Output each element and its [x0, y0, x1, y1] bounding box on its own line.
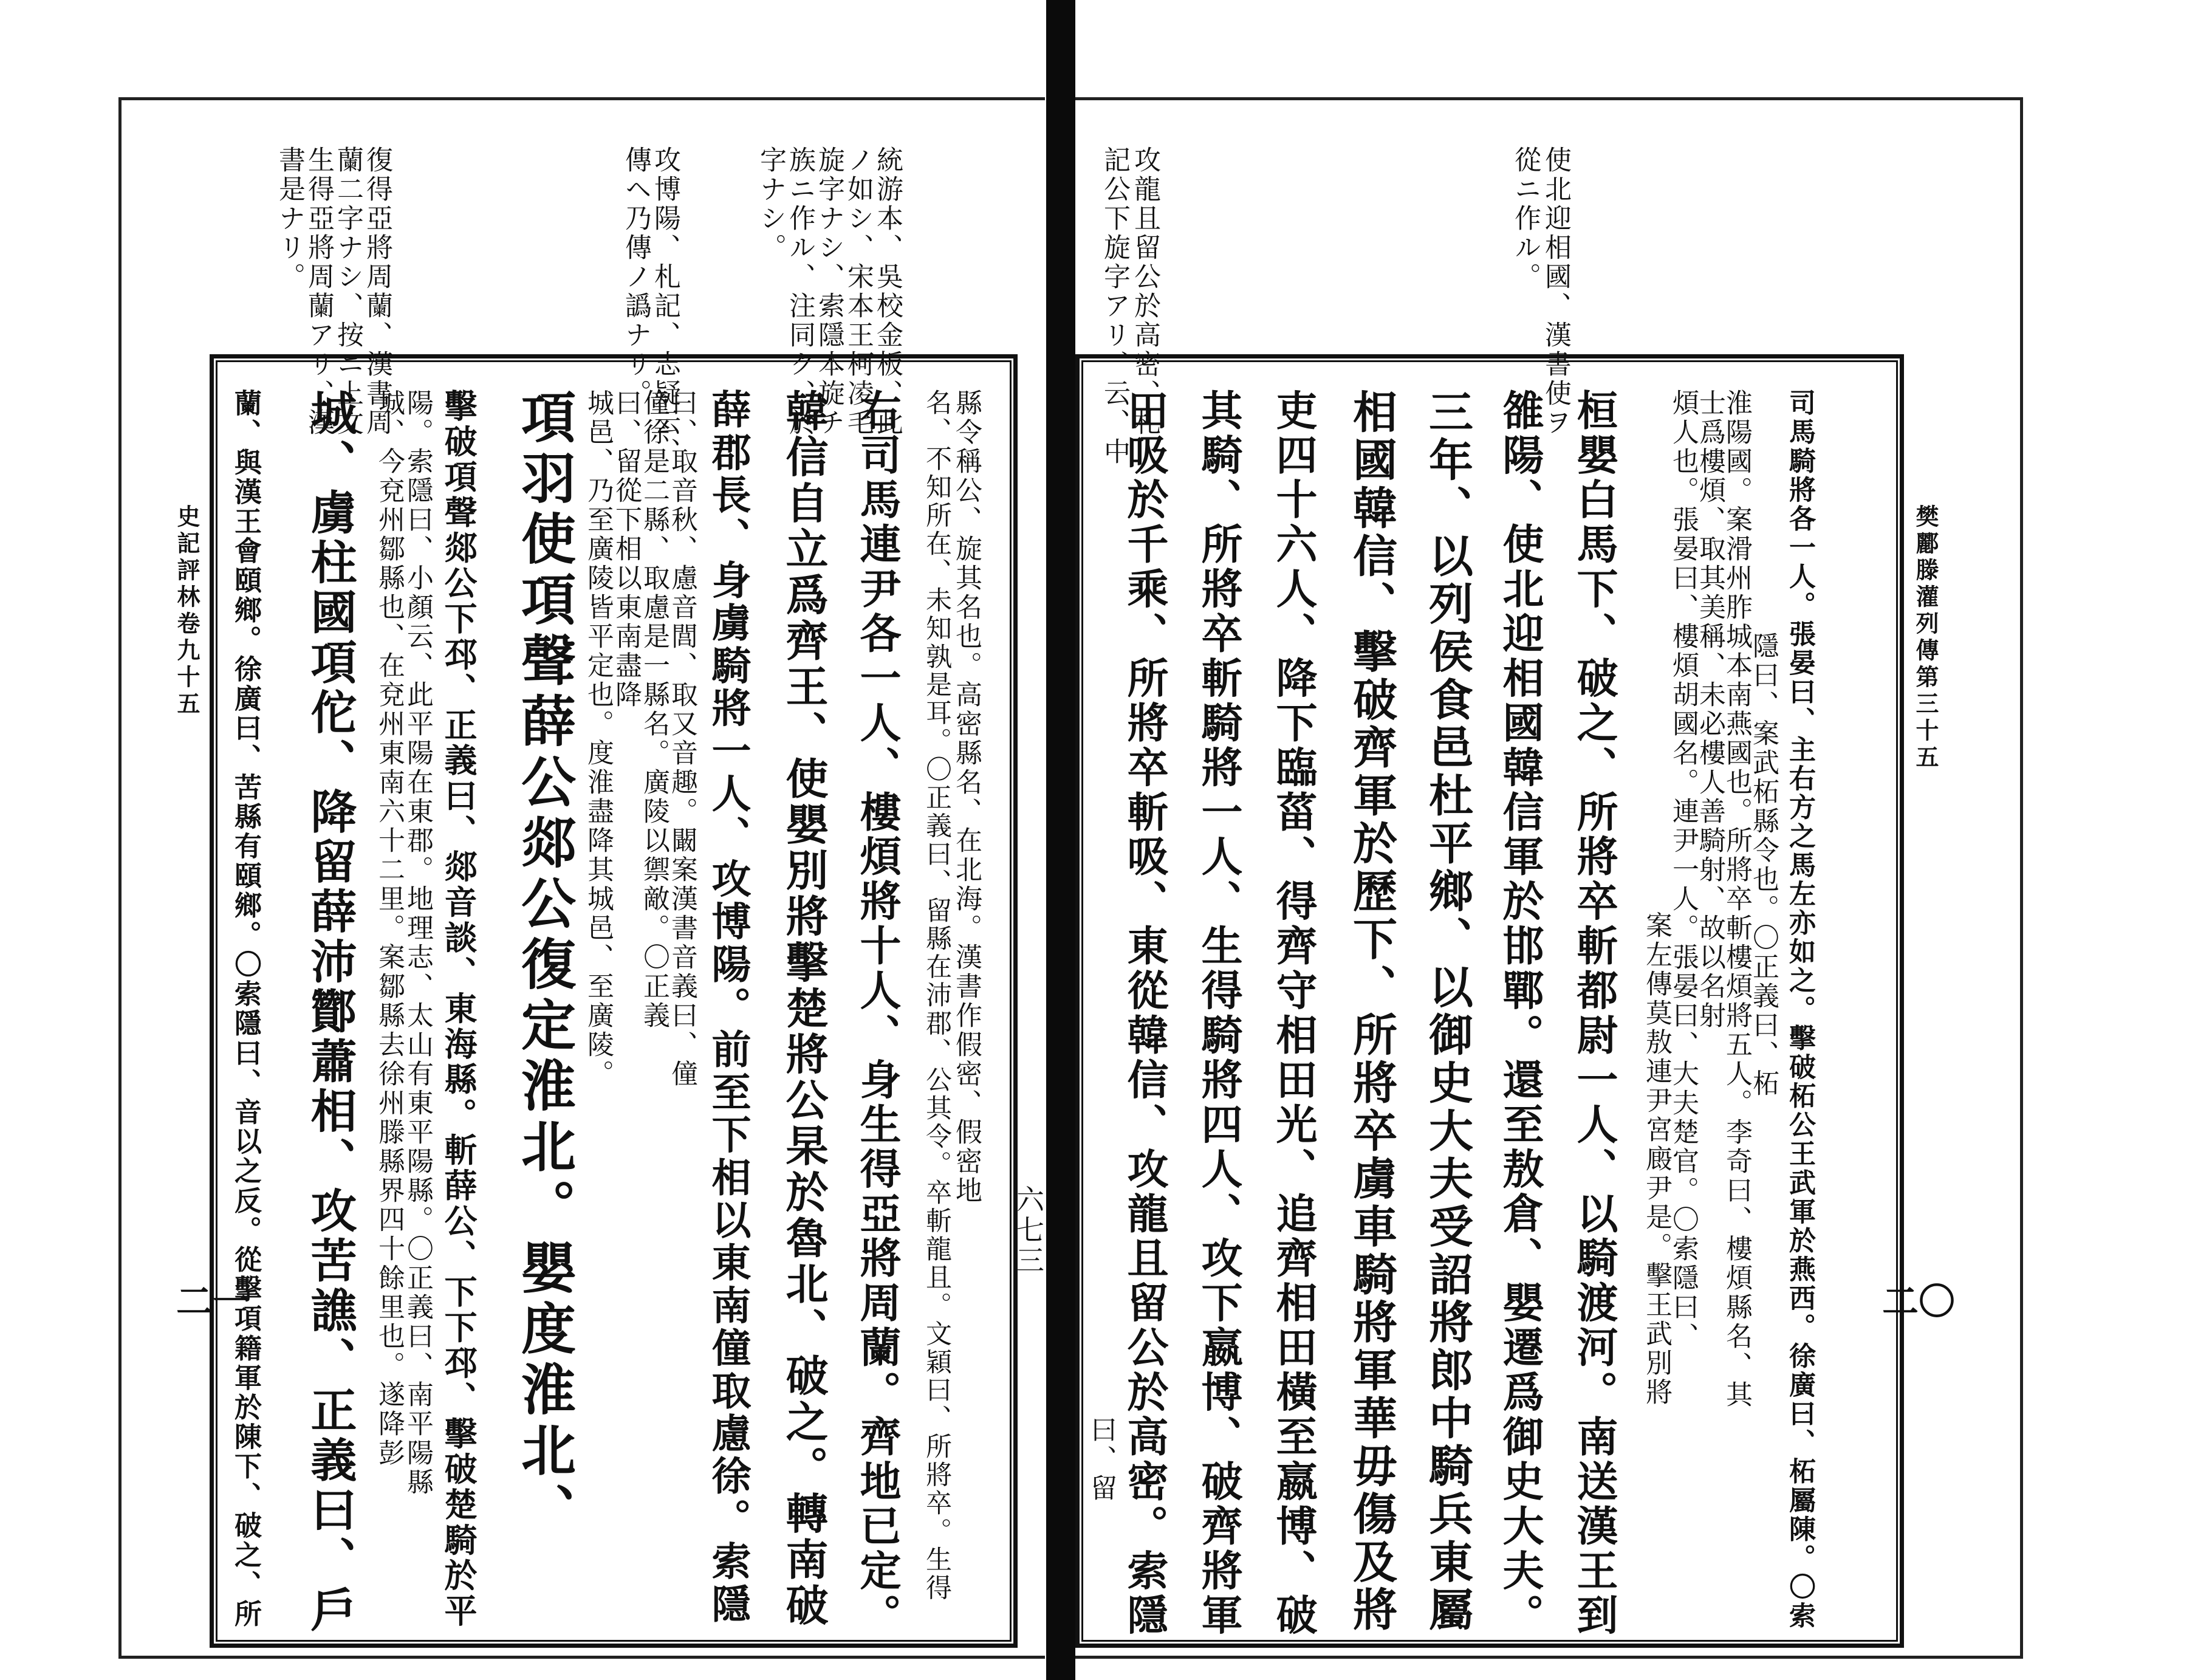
- right-page-number: 二〇: [1882, 1281, 1955, 1323]
- text-column: 桓嬰白馬下、破之、所將卒斬都尉一人、以騎渡河。南送漢王到: [1570, 389, 1618, 1639]
- text-column: 右司馬連尹各一人、樓煩將十人、身生得亞將周蘭。齊地已定。: [853, 389, 902, 1639]
- text-column: 蘭、與漢王會頤鄉。徐廣曰、苦縣有頤鄉。〇索隱曰、音以之反。從擊項籍軍於陳下、破之、所: [230, 389, 262, 1630]
- left-top-note: 旋字ナシ、索隱本旋チ: [813, 146, 844, 437]
- note-column: 城邑、乃至廣陵皆平定也。度淮盡降其城邑、至廣陵。: [583, 389, 614, 1089]
- note-column: 僮徐是二縣、取慮是一縣名。廣陵以禦敵。〇正義: [639, 389, 669, 1030]
- note-column: 陽。索隱曰、小顏云、此平陽在東郡。地理志、太山有東平陽縣。〇正義曰、南平陽縣: [402, 389, 433, 1497]
- text-column: 韓信自立爲齊王、使嬰別將擊楚將公杲於魯北、破之。轉南破: [779, 389, 829, 1630]
- left-top-note: 書是ナリ。: [274, 146, 305, 292]
- left-top-note: 傳ヘ乃傳ノ譌ナリ。: [620, 146, 651, 408]
- note-column: 隱曰、案武柘縣令也。〇正義曰、柘: [1748, 632, 1779, 1099]
- left-top-note: 生得亞將周蘭アリ、漢: [303, 146, 334, 437]
- text-column: 三年、以列侯食邑杜平鄉、以御史大夫受詔將郎中騎兵東屬: [1421, 389, 1473, 1634]
- text-column: 項羽使項聲薛公郯公復定淮北。嬰度淮北、: [512, 389, 576, 1543]
- left-page-number: 二一: [176, 1281, 249, 1323]
- note-column: 縣令稱公、旋其名也。高密縣名、在北海。漢書作假密、假密地: [951, 389, 982, 1205]
- text-column: 相國韓信、擊破齊軍於歷下、所將卒虜車騎將軍華毋傷及將: [1345, 389, 1397, 1634]
- text-column: 雒陽、使北迎相國韓信軍於邯鄲。還至敖倉、嬰遷爲御史大夫。: [1496, 389, 1544, 1639]
- text-column: 城、虜柱國項佗、降留薛沛酇蕭相、攻苦譙、正義曰、戶: [303, 389, 357, 1636]
- note-column: 案左傳莫敖連尹宮廄尹是。擊王武別將: [1641, 911, 1672, 1407]
- text-column: 司馬騎將各一人。張晏曰、主右方之馬左亦如之。擊破柘公王武軍於燕西。徐廣曰、柘屬陳。〇索: [1784, 389, 1815, 1631]
- note-column: 曰、留從下相以東南盡降: [611, 389, 642, 710]
- note-column: 名、不知所在、未知孰是耳。〇正義曰、留縣在沛郡、公其令。卒斬龍且。文穎曰、所將卒。生得: [922, 389, 952, 1602]
- note-column: 淮陽國。案滑州胙城本南燕國也。所將卒斬樓煩將五人。李奇曰、樓煩縣名、其: [1721, 389, 1752, 1410]
- text-column: 吏四十六人、降下臨菑、得齊守相田光、追齊相田橫至嬴博、破: [1269, 389, 1318, 1639]
- text-column: 田吸於千乘、所將卒斬吸、東從韓信、攻龍且留公於高密。索隱: [1120, 389, 1169, 1639]
- book-spine: [1046, 0, 1075, 1680]
- right-top-note: 使北迎相國、漢書使ヲ: [1540, 146, 1571, 437]
- right-top-note: 從ニ作ル。: [1510, 146, 1541, 292]
- right-top-note: 攻龍且留公於高密、札: [1129, 146, 1160, 437]
- left-page-header: 史記評林卷九十五: [173, 504, 200, 718]
- right-top-note: 記公下旋字アリ、云、中: [1099, 146, 1130, 467]
- text-column: 其騎、所將卒斬騎將一人、生得騎將四人、攻下嬴博、破齊將軍: [1194, 389, 1243, 1639]
- text-column: 薛郡長、身虜騎將一人、攻博陽。前至下相以東南僮取慮徐。索隱: [705, 389, 751, 1626]
- left-top-note: ノ如シ、宋本王柯凌毛: [843, 146, 874, 437]
- right-page-header: 樊酈滕灌列傳第三十五: [1912, 504, 1939, 772]
- note-column: 曰、取音秋、慮音閭、取又音趣。闞案漢書音義曰、僮: [666, 389, 697, 1089]
- left-top-note: 字ナシ。: [755, 146, 786, 262]
- left-top-note: 復得亞將周蘭、漢書周: [361, 146, 392, 437]
- left-top-note: 統游本、吳校金板、此: [872, 146, 903, 437]
- note-column: 煩人也。張晏曰、樓煩胡國名。連尹一人。張晏曰、大夫楚官。〇索隱曰、: [1668, 389, 1699, 1351]
- left-top-note: 蘭二字ナシ、按ニ上文: [332, 146, 363, 437]
- note-column: 曰、留: [1086, 1416, 1117, 1503]
- left-top-note: 攻博陽、札記、志疑云、: [649, 146, 680, 467]
- note-column: 城、今兗州鄒縣也、在兗州東南六十二里。案鄒縣去徐州滕縣界四十餘里也。遂降彭: [374, 389, 405, 1468]
- left-top-note: 族ニ作ル、注同ク、於: [784, 146, 815, 437]
- text-column: 擊破項聲郯公下邳、正義曰、郯音談、東海縣。斬薛公、下下邳、擊破楚騎於平: [439, 389, 478, 1630]
- note-column: 士爲樓煩、取其美稱、未必樓人善騎射、故以名射: [1694, 389, 1725, 1030]
- center-page-number: 六七三: [1012, 1185, 1045, 1276]
